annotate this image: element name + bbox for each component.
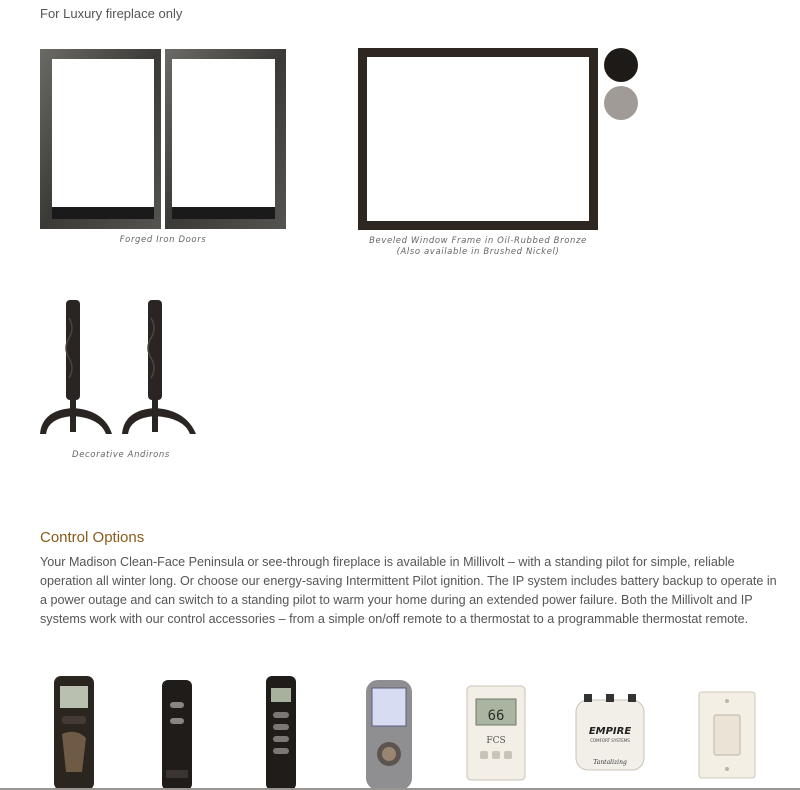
- control-options-paragraph: Your Madison Clean-Face Peninsula or see-through fireplace is available in Millivolt – with a standing pilot for simple, reliable operation all winter long. Or choose our energy-saving Intermittent Pilot ignition. The IP system includes battery backup to operate in a power outage and can switch to a standing pilot to warm your home during an extended power failure. Both the Millivolt and IP systems work with our control accessories – from a simple on/off remote to a thermostat to a programmable thermostat remote.: [40, 555, 777, 626]
- handheld-lcd-remote-image: [364, 680, 414, 790]
- doors-caption: Forged Iron Doors: [119, 235, 207, 245]
- brushed-nickel-swatch: [604, 86, 638, 120]
- thermostat-brand-text: FCS: [486, 736, 506, 746]
- receiver-badge-text: Tantalizing: [593, 759, 627, 766]
- frame-caption-line2: (Also available in Brushed Nickel): [396, 247, 560, 257]
- programmable-remote-image: [52, 676, 96, 790]
- andirons-image: [36, 298, 206, 440]
- receiver-sub-text: COMFORT SYSTEMS: [590, 738, 630, 743]
- frame-caption-line1: Beveled Window Frame in Oil-Rubbed Bronze: [369, 236, 587, 246]
- wall-receiver-image: [574, 694, 646, 774]
- intro-text: For Luxury fireplace only: [40, 6, 183, 21]
- wall-thermostat-image: [466, 685, 526, 781]
- receiver-brand-text: EMPIRE: [588, 726, 632, 737]
- on-off-remote-image: [160, 680, 194, 790]
- forged-iron-doors-image: [40, 49, 286, 229]
- window-frame-image: [358, 48, 598, 230]
- thermostat-display-text: 66: [487, 708, 505, 724]
- wall-switch-image: [698, 691, 756, 779]
- thermostat-remote-image: [264, 676, 298, 790]
- control-options-heading: Control Options: [40, 529, 145, 546]
- frame-caption: [338, 236, 618, 258]
- oil-rubbed-bronze-swatch: [604, 48, 638, 82]
- andirons-caption: Decorative Andirons: [72, 450, 170, 460]
